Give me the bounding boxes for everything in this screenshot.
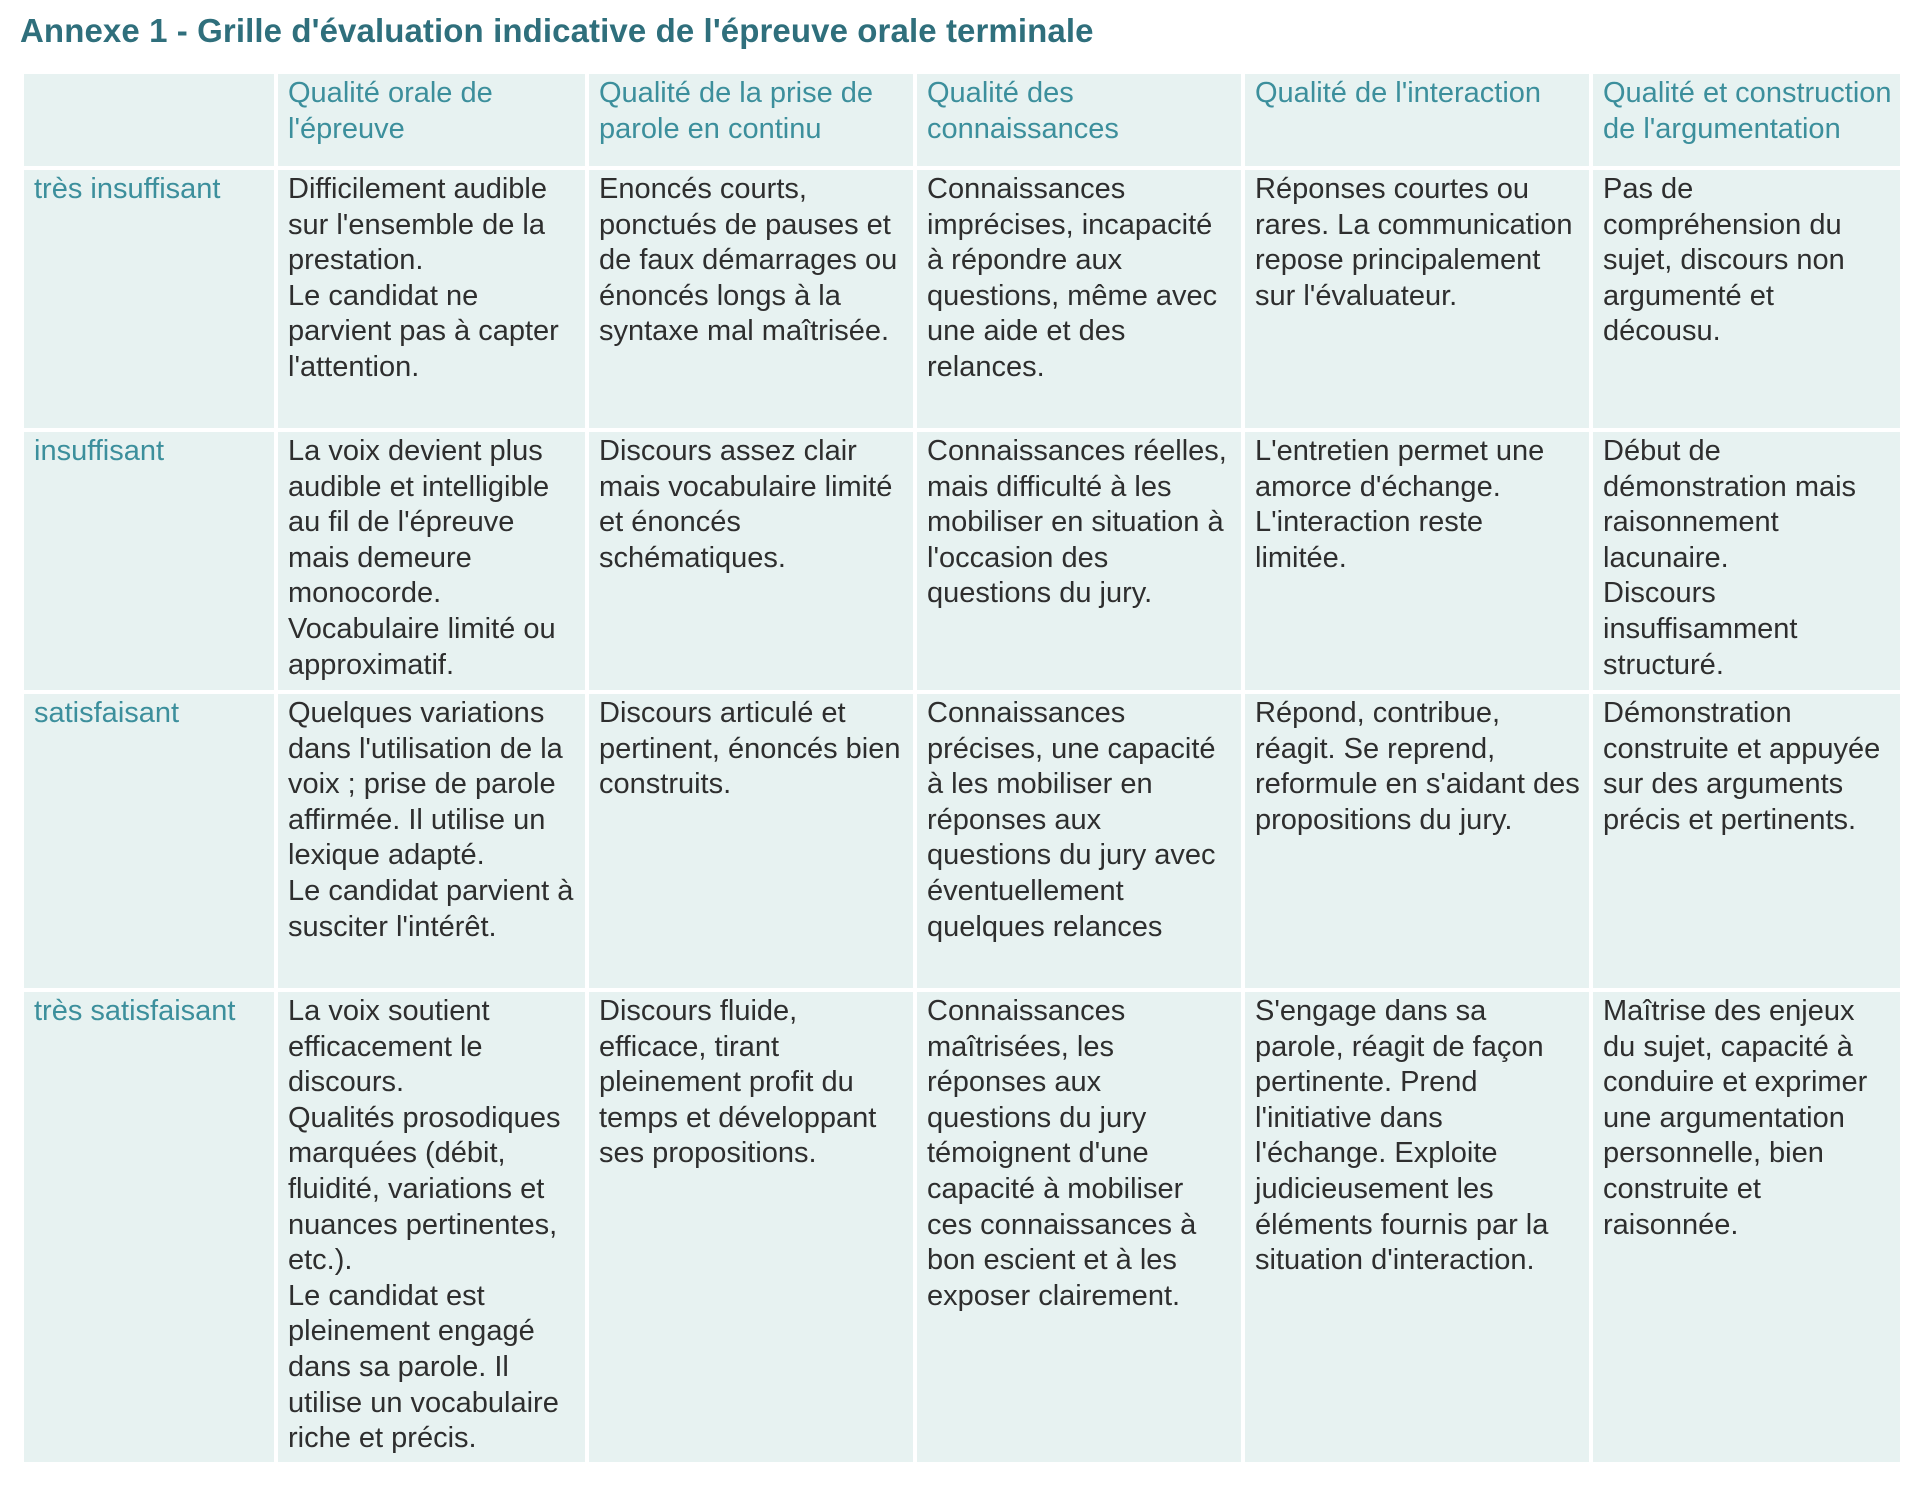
table-cell: Discours articulé et pertinent, énoncés bien construits. <box>589 694 913 988</box>
table-cell: Connaissances maîtrisées, les réponses aux questions du jury témoignent d'une capacité à mobiliser ces connaissances à bon escient et à les exposer clairement. <box>917 992 1241 1462</box>
table-cell: Quelques variations dans l'utilisation de la voix ; prise de parole affirmée. Il utilise un lexique adapté. Le candidat parvient à susciter l'intérêt. <box>278 694 585 988</box>
evaluation-grid-table <box>20 70 1904 1466</box>
table-row <box>24 992 1900 1462</box>
table-cell: Difficilement audible sur l'ensemble de la prestation. Le candidat ne parvient pas à capter l'attention. <box>278 170 585 428</box>
table-cell: Démonstration construite et appuyée sur des arguments précis et pertinents. <box>1593 694 1900 988</box>
header-row <box>24 74 1900 166</box>
column-header-oral-quality: Qualité orale de l'épreuve <box>278 74 585 166</box>
row-header-level: insuffisant <box>24 432 274 690</box>
table-cell: Pas de compréhension du sujet, discours non argumenté et décousu. <box>1593 170 1900 428</box>
row-header-level: très satisfaisant <box>24 992 274 1462</box>
table-cell: Discours fluide, efficace, tirant pleinement profit du temps et développant ses propositions. <box>589 992 913 1462</box>
table-cell: La voix devient plus audible et intelligible au fil de l'épreuve mais demeure monocorde. Vocabulaire limité ou approximatif. <box>278 432 585 690</box>
table-cell: Début de démonstration mais raisonnement lacunaire. Discours insuffisamment structuré. <box>1593 432 1900 690</box>
column-header-continuous-speech: Qualité de la prise de parole en continu <box>589 74 913 166</box>
document-title: Annexe 1 - Grille d'évaluation indicative de l'épreuve orale terminale <box>20 12 1094 49</box>
table-cell: Discours assez clair mais vocabulaire limité et énoncés schématiques. <box>589 432 913 690</box>
table-cell: Répond, contribue, réagit. Se reprend, reformule en s'aidant des propositions du jury. <box>1245 694 1589 988</box>
column-header-knowledge: Qualité des connaissances <box>917 74 1241 166</box>
table-row <box>24 694 1900 988</box>
table-cell: Réponses courtes ou rares. La communication repose principalement sur l'évaluateur. <box>1245 170 1589 428</box>
table-row <box>24 432 1900 690</box>
table-cell: L'entretien permet une amorce d'échange. L'interaction reste limitée. <box>1245 432 1589 690</box>
row-header-level: très insuffisant <box>24 170 274 428</box>
table-cell: La voix soutient efficacement le discours. Qualités prosodiques marquées (débit, fluidité, variations et nuances pertinentes, etc.). Le candidat est pleinement engagé dans sa parole. Il utilise un vocabulaire riche et précis. <box>278 992 585 1462</box>
table-cell: S'engage dans sa parole, réagit de façon pertinente. Prend l'initiative dans l'échange. Exploite judicieusement les éléments fournis par la situation d'interaction. <box>1245 992 1589 1462</box>
column-header-argumentation: Qualité et construction de l'argumentation <box>1593 74 1900 166</box>
column-header-interaction: Qualité de l'interaction <box>1245 74 1589 166</box>
table-cell: Connaissances réelles, mais difficulté à les mobiliser en situation à l'occasion des questions du jury. <box>917 432 1241 690</box>
table-cell: Connaissances précises, une capacité à les mobiliser en réponses aux questions du jury avec éventuellement quelques relances <box>917 694 1241 988</box>
table-cell: Maîtrise des enjeux du sujet, capacité à conduire et exprimer une argumentation personnelle, bien construite et raisonnée. <box>1593 992 1900 1462</box>
table-cell: Enoncés courts, ponctués de pauses et de faux démarrages ou énoncés longs à la syntaxe mal maîtrisée. <box>589 170 913 428</box>
table-row <box>24 170 1900 428</box>
row-header-level: satisfaisant <box>24 694 274 988</box>
corner-cell <box>24 74 274 166</box>
table-cell: Connaissances imprécises, incapacité à répondre aux questions, même avec une aide et des relances. <box>917 170 1241 428</box>
